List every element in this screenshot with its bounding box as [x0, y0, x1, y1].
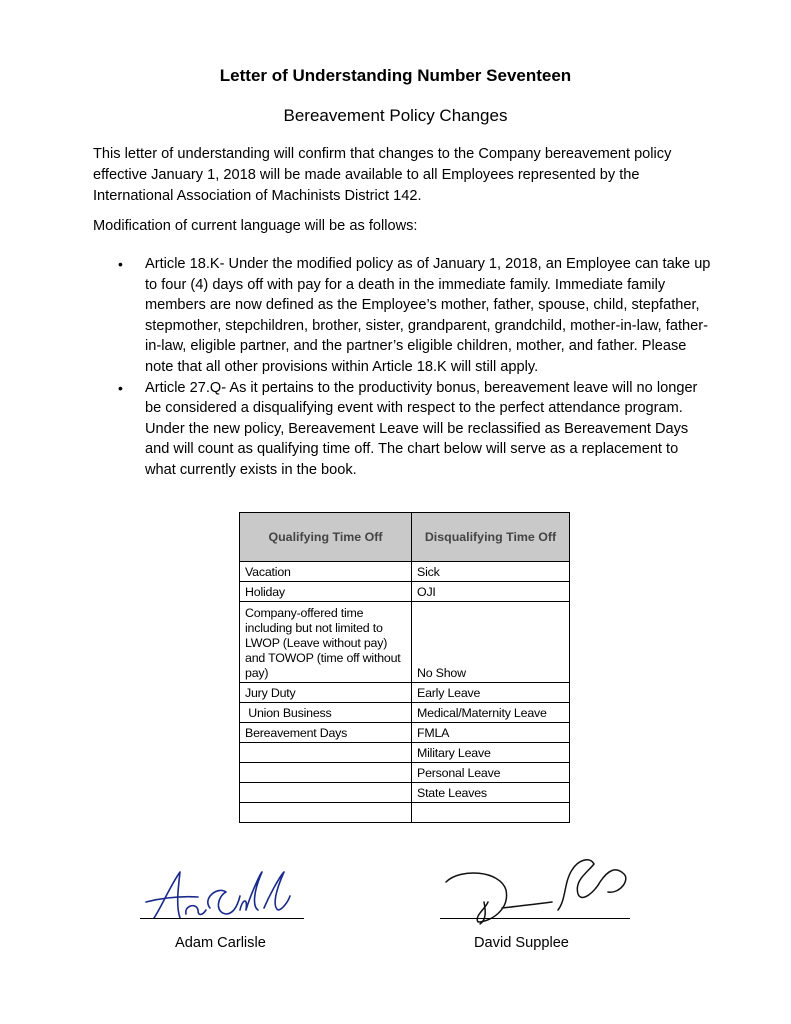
qualifying-cell: [240, 783, 412, 803]
table-row: [240, 683, 570, 703]
disqualifying-cell: Early Leave: [412, 683, 570, 703]
modification-heading: Modification of current language will be as follows:: [93, 218, 418, 234]
table-row: [240, 703, 570, 723]
document-subtitle: Bereavement Policy Changes: [283, 106, 508, 125]
article-27q-text: Article 27.Q- As it pertains to the productivity bonus, bereavement leave will no longer be considered a disqualifying event with respect to the perfect attendance program. Under the new policy, Bereavement Leave will be reclassified as Bereavement Days and will count as qualifying time off. The chart below will serve as a replacement to what currently exists in the book.: [145, 379, 698, 478]
qualifying-cell: Jury Duty: [240, 683, 412, 703]
disqualifying-cell: [412, 803, 570, 823]
table-row: [240, 743, 570, 763]
table-row: [240, 763, 570, 783]
list-item-article-27q: [93, 378, 713, 481]
left-signature-line: [140, 918, 304, 919]
qualifying-cell: [240, 803, 412, 823]
right-signatory-name: David Supplee: [474, 935, 569, 951]
qualifying-cell: Union Business: [240, 703, 412, 723]
table-row: [240, 562, 570, 582]
disqualifying-header: Disqualifying Time Off: [412, 513, 570, 562]
disqualifying-cell: No Show: [412, 602, 570, 683]
qualifying-cell: Bereavement Days: [240, 723, 412, 743]
disqualifying-cell: State Leaves: [412, 783, 570, 803]
document-title: Letter of Understanding Number Seventeen: [219, 66, 572, 85]
left-signatory-name: Adam Carlisle: [175, 935, 266, 951]
disqualifying-cell: Military Leave: [412, 743, 570, 763]
bullet-icon: •: [118, 256, 123, 272]
disqualifying-cell: Sick: [412, 562, 570, 582]
bullet-icon: •: [118, 379, 123, 396]
qualifying-cell: [240, 743, 412, 763]
table-row: [240, 602, 570, 683]
table-header-row: [240, 513, 570, 562]
table-row: [240, 783, 570, 803]
article-18k-text: Article 18.K- Under the modified policy as of January 1, 2018, an Employee can take up to four (4) days off with pay for a death in the immediate family. Immediate family members are now defined as the Employee’s mother, father, spouse, child, stepfather, stepmother, stepchildren, brother, sister, grandparent, grandchild, mother-in-law, father-in-law, eligible partner, and the partner’s eligible children, mother, and father. Please note that all other provisions within Article 18.K will still apply.: [145, 256, 711, 375]
qualifying-header: Qualifying Time Off: [240, 513, 412, 562]
table-row: [240, 723, 570, 743]
disqualifying-cell: Medical/Maternity Leave: [412, 703, 570, 723]
table-row: [240, 582, 570, 602]
list-item-article-18k: [93, 254, 713, 378]
qualifying-cell: Vacation: [240, 562, 412, 582]
right-signature-line: [440, 918, 630, 919]
disqualifying-cell: FMLA: [412, 723, 570, 743]
adam-carlisle-signature: [140, 866, 310, 926]
intro-paragraph: This letter of understanding will confirm that changes to the Company bereavement policy effective January 1, 2018 will be made available to all Employees represented by the International Association of Machinists District 142.: [93, 146, 672, 204]
table-row: [240, 803, 570, 823]
qualifying-cell: [240, 763, 412, 783]
qualifying-cell: Company-offered time including but not limited to LWOP (Leave without pay) and TOWOP (time off without pay): [240, 602, 412, 683]
time-off-table: [239, 512, 570, 823]
disqualifying-cell: OJI: [412, 582, 570, 602]
disqualifying-cell: Personal Leave: [412, 763, 570, 783]
article-list: [93, 254, 713, 481]
qualifying-cell: Holiday: [240, 582, 412, 602]
